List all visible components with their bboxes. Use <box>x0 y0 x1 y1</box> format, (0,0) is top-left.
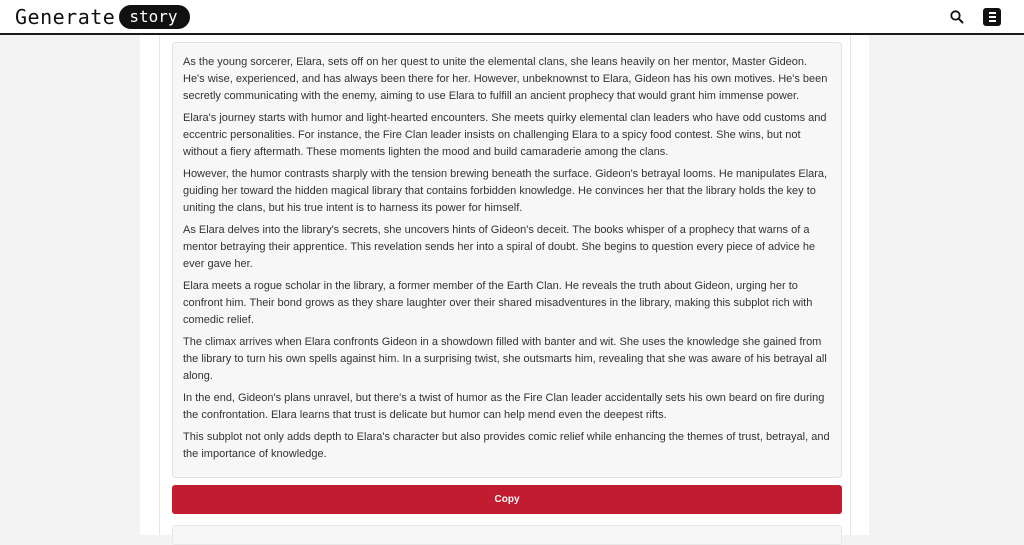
search-button[interactable] <box>948 8 966 26</box>
site-logo[interactable] <box>15 5 190 29</box>
logo-pill: story <box>119 5 189 29</box>
copy-button[interactable]: Copy <box>172 485 842 514</box>
story-output <box>172 42 842 478</box>
story-paragraph: Elara meets a rogue scholar in the library, a former member of the Earth Clan. He reveals the truth about Gideon, urging her to confront him. Their bond grows as they share laughter over their shared misadventures in the library, making this subplot rich with comedic relief. <box>183 280 813 326</box>
story-paragraph: However, the humor contrasts sharply with the tension brewing beneath the surface. Gideon's betrayal looms. He manipulates Elara, guiding her toward the hidden magical library that contains forbidden knowledge. He convinces her that the library holds the key to uniting the clans, but his true intent is to harness its power for himself. <box>183 168 828 214</box>
menu-button[interactable] <box>983 8 1001 26</box>
top-header <box>0 0 1024 35</box>
menu-icon-line-top <box>989 12 996 14</box>
story-paragraph: As Elara delves into the library's secrets, she uncovers hints of Gideon's deceit. The books whisper of a prophecy that warns of a mentor betraying their apprentice. This revelation sends her into a spiral of doubt. She begins to question every piece of advice he ever gave her. <box>183 224 816 270</box>
story-paragraph: The climax arrives when Elara confronts Gideon in a showdown filled with banter and wit. She uses the knowledge she gained from the library to turn his own spells against him. In a surprising twist, she outsmarts him, revealing that she was aware of his betrayal all along. <box>183 336 827 382</box>
story-paragraph: In the end, Gideon's plans unravel, but there's a twist of humor as the Fire Clan leader accidentally sets his own beard on fire during the confrontation. Elara learns that trust is delicate but humor can help mend even the deepest rifts. <box>183 392 825 421</box>
story-paragraph: Elara's journey starts with humor and light-hearted encounters. She meets quirky elemental clan leaders who have odd customs and eccentric personalities. For instance, the Fire Clan leader insists on challenging Elara to a spicy food contest. She wins, but not without a fiery aftermath. These moments lighten the mood and build camaraderie among the clans. <box>183 112 827 158</box>
main-content <box>140 35 869 535</box>
logo-word: Generate <box>15 5 116 29</box>
story-card <box>159 35 851 535</box>
next-output-box <box>172 525 842 545</box>
search-icon <box>948 8 966 26</box>
menu-icon-line-middle <box>989 16 996 18</box>
story-paragraph: This subplot not only adds depth to Elara's character but also provides comic relief while enhancing the themes of trust, betrayal, and the importance of knowledge. <box>183 431 830 460</box>
story-paragraph: As the young sorcerer, Elara, sets off on her quest to unite the elemental clans, she leans heavily on her mentor, Master Gideon. He's wise, experienced, and has always been there for her. However, unbeknownst to Elara, Gideon has his own motives. He's been secretly communicating with the enemy, aiming to use Elara to fulfill an ancient prophecy that would grant him immense power. <box>183 56 828 102</box>
menu-icon-line-bottom <box>989 20 996 22</box>
